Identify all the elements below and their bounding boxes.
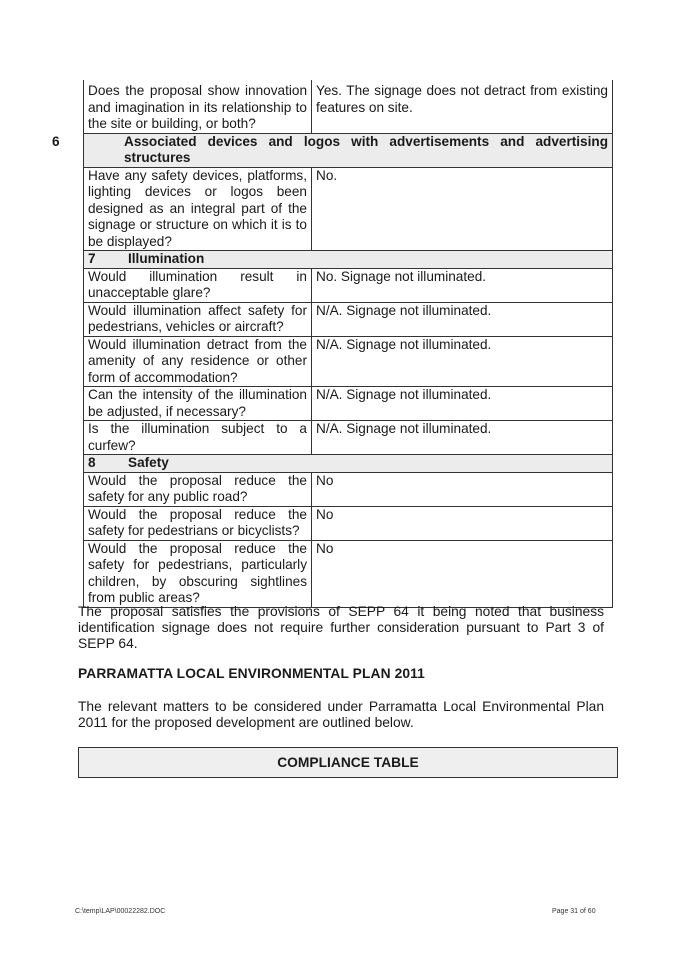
sepp64-criteria-table — [52, 80, 613, 608]
table-row — [84, 167, 613, 251]
footer-file-path: C:\temp\LAP\00022282.DOC — [75, 908, 166, 915]
section-header-row — [84, 133, 613, 167]
section-header-row — [84, 251, 613, 269]
criterion-answer: No — [312, 472, 613, 506]
criterion-question: Is the illumination subject to a curfew? — [84, 421, 312, 455]
table-row — [84, 472, 613, 506]
footer-page-number: Page 31 of 60 — [552, 908, 596, 915]
section-number: 7 — [88, 251, 96, 266]
table-row — [84, 506, 613, 540]
section-title: Associated devices and logos with advertisements and advertising structures — [124, 133, 608, 165]
lep-intro-paragraph: The relevant matters to be considered under Parramatta Local Environmental Plan 2011 for the proposed development are outlined below. — [78, 699, 604, 730]
table-row — [84, 336, 613, 387]
table-row — [84, 80, 613, 133]
section-header — [84, 251, 613, 269]
criterion-answer: No — [312, 506, 613, 540]
criterion-question: Would illumination detract from the amenity of any residence or other form of accommodation? — [84, 336, 312, 387]
criterion-question: Would illumination affect safety for pedestrians, vehicles or aircraft? — [84, 302, 312, 336]
criterion-question: Have any safety devices, platforms, lighting devices or logos been designed as an integral part of the signage or structure on which it is to be displayed? — [84, 167, 312, 251]
section-number: 6 — [52, 133, 60, 149]
criterion-question: Would the proposal reduce the safety for any public road? — [84, 472, 312, 506]
table-row — [84, 302, 613, 336]
criterion-answer: No. Signage not illuminated. — [312, 268, 613, 302]
criterion-question: Would the proposal reduce the safety for pedestrians, particularly children, by obscuring sightlines from public areas? — [84, 540, 312, 607]
criterion-answer: N/A. Signage not illuminated. — [312, 387, 613, 421]
section-header-row — [84, 455, 613, 473]
criterion-question: Does the proposal show innovation and imagination in its relationship to the site or building, or both? — [84, 80, 312, 133]
section-header — [84, 455, 613, 473]
table-row — [84, 540, 613, 607]
section-header — [52, 133, 613, 167]
sepp64-conclusion-paragraph: The proposal satisfies the provisions of SEPP 64 it being noted that business identification signage does not require further consideration pursuant to Part 3 of SEPP 64. — [78, 604, 604, 651]
section-title: Illumination — [128, 251, 205, 266]
criterion-answer: No. — [312, 167, 613, 251]
compliance-table-title: COMPLIANCE TABLE — [277, 755, 419, 770]
criterion-answer: No — [312, 540, 613, 607]
criterion-answer: N/A. Signage not illuminated. — [312, 336, 613, 387]
compliance-table-header — [78, 747, 618, 778]
table-row — [84, 268, 613, 302]
table-row — [84, 387, 613, 421]
criterion-question: Can the intensity of the illumination be adjusted, if necessary? — [84, 387, 312, 421]
criterion-question: Would illumination result in unacceptable glare? — [84, 268, 312, 302]
criterion-answer: N/A. Signage not illuminated. — [312, 302, 613, 336]
section-number: 8 — [88, 455, 96, 470]
criterion-question: Would the proposal reduce the safety for pedestrians or bicyclists? — [84, 506, 312, 540]
section-title: Safety — [128, 455, 169, 470]
lep-section-heading: PARRAMATTA LOCAL ENVIRONMENTAL PLAN 2011 — [78, 666, 425, 681]
table-row — [84, 421, 613, 455]
criterion-answer: Yes. The signage does not detract from existing features on site. — [312, 80, 613, 133]
criterion-answer: N/A. Signage not illuminated. — [312, 421, 613, 455]
